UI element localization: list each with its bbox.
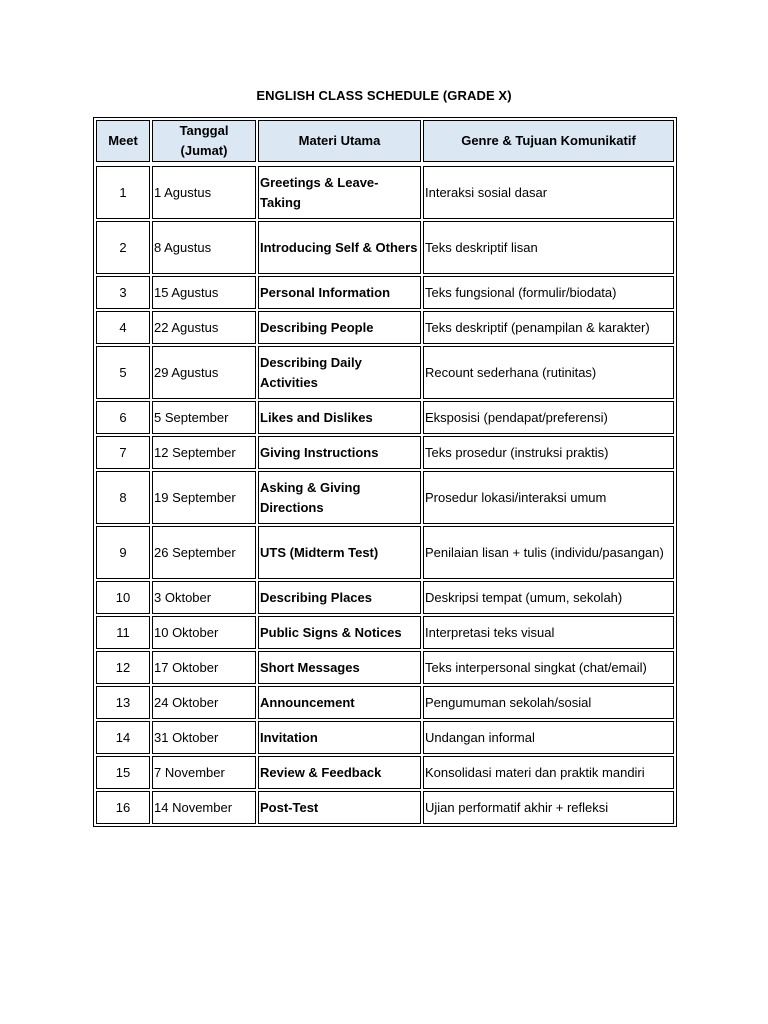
genre-cell: Undangan informal — [423, 721, 674, 754]
date-cell: 12 September — [152, 436, 256, 469]
date-cell: 31 Oktober — [152, 721, 256, 754]
date-cell: 24 Oktober — [152, 686, 256, 719]
meet-number-cell: 15 — [96, 756, 150, 789]
table-header-row — [96, 120, 674, 162]
topic-cell: Describing Places — [258, 581, 421, 614]
table-row — [96, 651, 674, 684]
table-row — [96, 526, 674, 579]
column-header-meet: Meet — [96, 120, 150, 162]
genre-cell: Interaksi sosial dasar — [423, 166, 674, 219]
meet-number-cell: 2 — [96, 221, 150, 274]
topic-cell: Review & Feedback — [258, 756, 421, 789]
genre-cell: Prosedur lokasi/interaksi umum — [423, 471, 674, 524]
meet-number-cell: 7 — [96, 436, 150, 469]
meet-number-cell: 16 — [96, 791, 150, 824]
table-row — [96, 756, 674, 789]
meet-number-cell: 6 — [96, 401, 150, 434]
meet-number-cell: 1 — [96, 166, 150, 219]
topic-cell: Public Signs & Notices — [258, 616, 421, 649]
table-row — [96, 686, 674, 719]
topic-cell: Describing People — [258, 311, 421, 344]
table-row — [96, 401, 674, 434]
meet-number-cell: 14 — [96, 721, 150, 754]
genre-cell: Teks deskriptif lisan — [423, 221, 674, 274]
meet-number-cell: 11 — [96, 616, 150, 649]
table-row — [96, 791, 674, 824]
date-cell: 8 Agustus — [152, 221, 256, 274]
date-cell: 10 Oktober — [152, 616, 256, 649]
table-row — [96, 581, 674, 614]
meet-number-cell: 3 — [96, 276, 150, 309]
meet-number-cell: 13 — [96, 686, 150, 719]
genre-cell: Deskripsi tempat (umum, sekolah) — [423, 581, 674, 614]
date-cell: 17 Oktober — [152, 651, 256, 684]
table-row — [96, 436, 674, 469]
schedule-table — [93, 117, 677, 827]
table-row — [96, 166, 674, 219]
genre-cell: Teks prosedur (instruksi praktis) — [423, 436, 674, 469]
column-header-topic: Materi Utama — [258, 120, 421, 162]
table-row — [96, 471, 674, 524]
topic-cell: UTS (Midterm Test) — [258, 526, 421, 579]
meet-number-cell: 8 — [96, 471, 150, 524]
topic-cell: Giving Instructions — [258, 436, 421, 469]
genre-cell: Ujian performatif akhir + refleksi — [423, 791, 674, 824]
date-cell: 22 Agustus — [152, 311, 256, 344]
meet-number-cell: 5 — [96, 346, 150, 399]
table-row — [96, 221, 674, 274]
date-cell: 26 September — [152, 526, 256, 579]
date-cell: 5 September — [152, 401, 256, 434]
genre-cell: Teks deskriptif (penampilan & karakter) — [423, 311, 674, 344]
genre-cell: Teks interpersonal singkat (chat/email) — [423, 651, 674, 684]
column-header-date: Tanggal (Jumat) — [152, 120, 256, 162]
topic-cell: Short Messages — [258, 651, 421, 684]
genre-cell: Teks fungsional (formulir/biodata) — [423, 276, 674, 309]
genre-cell: Penilaian lisan + tulis (individu/pasangan) — [423, 526, 674, 579]
table-row — [96, 276, 674, 309]
topic-cell: Asking & Giving Directions — [258, 471, 421, 524]
genre-cell: Interpretasi teks visual — [423, 616, 674, 649]
meet-number-cell: 10 — [96, 581, 150, 614]
genre-cell: Konsolidasi materi dan praktik mandiri — [423, 756, 674, 789]
table-row — [96, 346, 674, 399]
date-cell: 15 Agustus — [152, 276, 256, 309]
topic-cell: Post-Test — [258, 791, 421, 824]
meet-number-cell: 4 — [96, 311, 150, 344]
meet-number-cell: 12 — [96, 651, 150, 684]
date-cell: 29 Agustus — [152, 346, 256, 399]
date-cell: 1 Agustus — [152, 166, 256, 219]
date-cell: 19 September — [152, 471, 256, 524]
topic-cell: Personal Information — [258, 276, 421, 309]
topic-cell: Greetings & Leave-Taking — [258, 166, 421, 219]
topic-cell: Announcement — [258, 686, 421, 719]
table-row — [96, 721, 674, 754]
meet-number-cell: 9 — [96, 526, 150, 579]
topic-cell: Invitation — [258, 721, 421, 754]
genre-cell: Eksposisi (pendapat/preferensi) — [423, 401, 674, 434]
genre-cell: Recount sederhana (rutinitas) — [423, 346, 674, 399]
topic-cell: Likes and Dislikes — [258, 401, 421, 434]
date-cell: 3 Oktober — [152, 581, 256, 614]
table-row — [96, 616, 674, 649]
column-header-genre: Genre & Tujuan Komunikatif — [423, 120, 674, 162]
topic-cell: Describing Daily Activities — [258, 346, 421, 399]
table-row — [96, 311, 674, 344]
page-title: ENGLISH CLASS SCHEDULE (GRADE X) — [256, 88, 512, 103]
genre-cell: Pengumuman sekolah/sosial — [423, 686, 674, 719]
date-cell: 14 November — [152, 791, 256, 824]
topic-cell: Introducing Self & Others — [258, 221, 421, 274]
date-cell: 7 November — [152, 756, 256, 789]
